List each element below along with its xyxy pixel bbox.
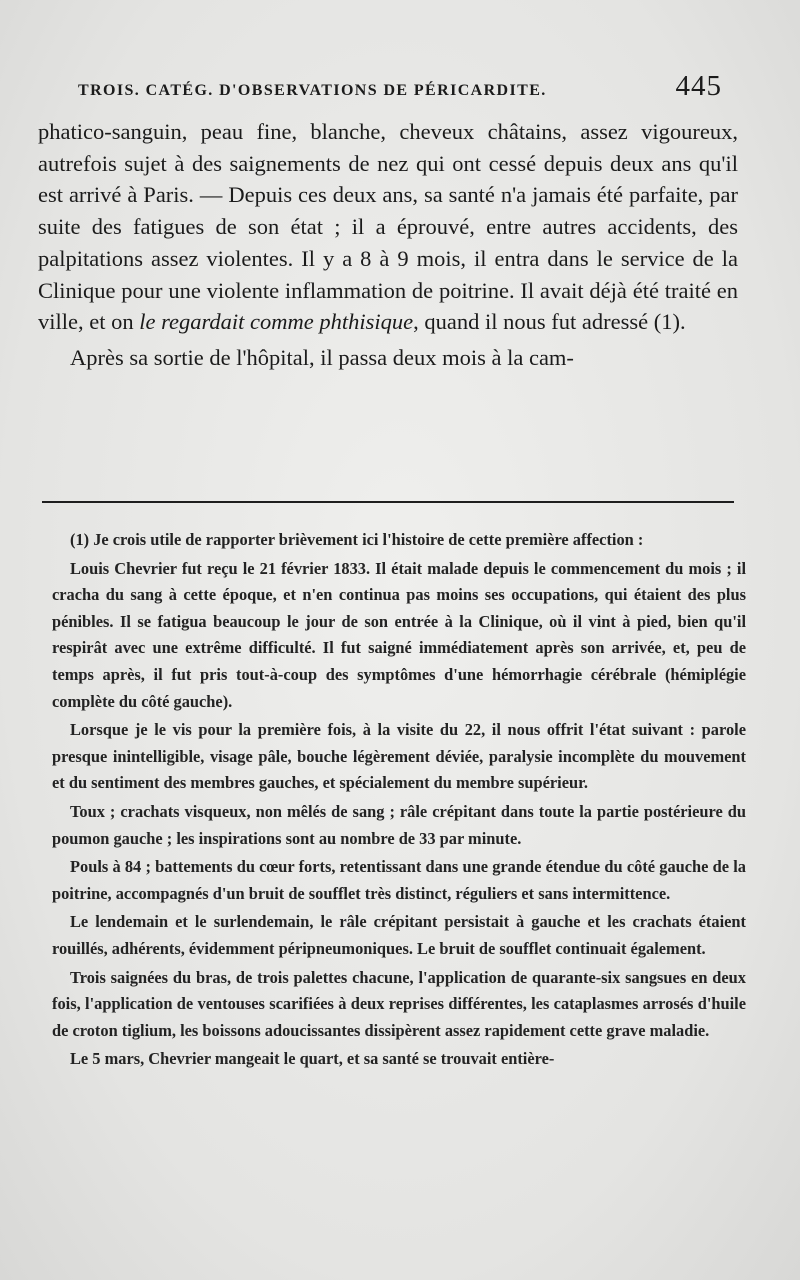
footnote — [52, 527, 746, 1073]
running-head: TROIS. CATÉG. D'OBSERVATIONS DE PÉRICARDITE. — [78, 82, 547, 99]
footnote-paragraph: (1) Je crois utile de rapporter brièvement ici l'histoire de cette première affection : — [70, 530, 644, 549]
footnote-rule — [42, 501, 734, 503]
main-paragraph-1-text: phatico-sanguin, peau fine, blanche, cheveux châtains, assez vigoureux, autrefois sujet à des saignements de nez qui ont cessé depuis deux ans qu'il est arrivé à Paris. — Depuis ces deux ans, sa santé n'a jamais été parfaite, par suite des fatigues de son état ; il a éprouvé, entre autres accidents, des palpitations assez violentes. Il y a 8 à 9 mois, il entra dans le service de la Clinique pour une violente inflammation de poitrine. Il avait déjà été traité en ville, et on — [38, 119, 738, 335]
main-text — [38, 116, 738, 374]
main-paragraph-2: Après sa sortie de l'hôpital, il passa deux mois à la cam- — [70, 344, 574, 370]
page-number: 445 — [675, 70, 722, 102]
footnote-paragraph: Pouls à 84 ; battements du cœur forts, retentissant dans une grande étendue du côté gauche de la poitrine, accompagnés d'un bruit de soufflet très distinct, réguliers et sans intermittence. — [52, 857, 746, 903]
footnote-paragraph: Toux ; crachats visqueux, non mêlés de sang ; râle crépitant dans toute la partie postérieure du poumon gauche ; les inspirations sont au nombre de 33 par minute. — [52, 801, 746, 848]
footnote-paragraph: Le 5 mars, Chevrier mangeait le quart, et sa santé se trouvait entière- — [70, 1049, 555, 1069]
page-header — [78, 70, 722, 110]
main-paragraph-1-end: , quand il nous fut adressé (1). — [413, 309, 686, 335]
footnote-paragraph: Trois saignées du bras, de trois palettes chacune, l'application de quarante-six sangsues en deux fois, l'application de ventouses scarifiées à deux reprises différentes, les cataplasmes arrosés d'huile de croton tiglium, les boissons adoucissantes dissipèrent assez rapidement cette grave maladie. — [52, 967, 746, 1040]
footnote-paragraph: Le lendemain et le surlendemain, le râle crépitant persistait à gauche et les crachats étaient rouillés, adhérents, évidemment péripneumoniques. Le bruit de soufflet continuait également. — [52, 912, 746, 958]
footnote-paragraph: Louis Chevrier fut reçu le 21 février 1833. Il était malade depuis le commencement du mois ; il cracha du sang à cette époque, et n'en continua pas moins ses occupations, qui étaient des plus pénibles. Il se fatigua beaucoup le jour de son entrée à la Clinique, où il vint à pied, bien qu'il respirât avec une extrême difficulté. Il fut saigné immédiatement après son arrivée, et, peu de temps après, il fut pris tout-à-coup des symptômes d'une hémorrhagie cérébrale (hémiplégie complète du côté gauche). — [52, 558, 746, 711]
italic-phrase: le regardait comme phthisique — [139, 309, 414, 335]
footnote-paragraph: Lorsque je le vis pour la première fois, à la visite du 22, il nous offrit l'état suivant : parole presque inintelligible, visage pâle, bouche légèrement déviée, paralysie incomplète du mouvement et du sentiment des membres gauches, et spécialement du membre supérieur. — [52, 720, 746, 793]
main-paragraph-1 — [38, 116, 738, 338]
